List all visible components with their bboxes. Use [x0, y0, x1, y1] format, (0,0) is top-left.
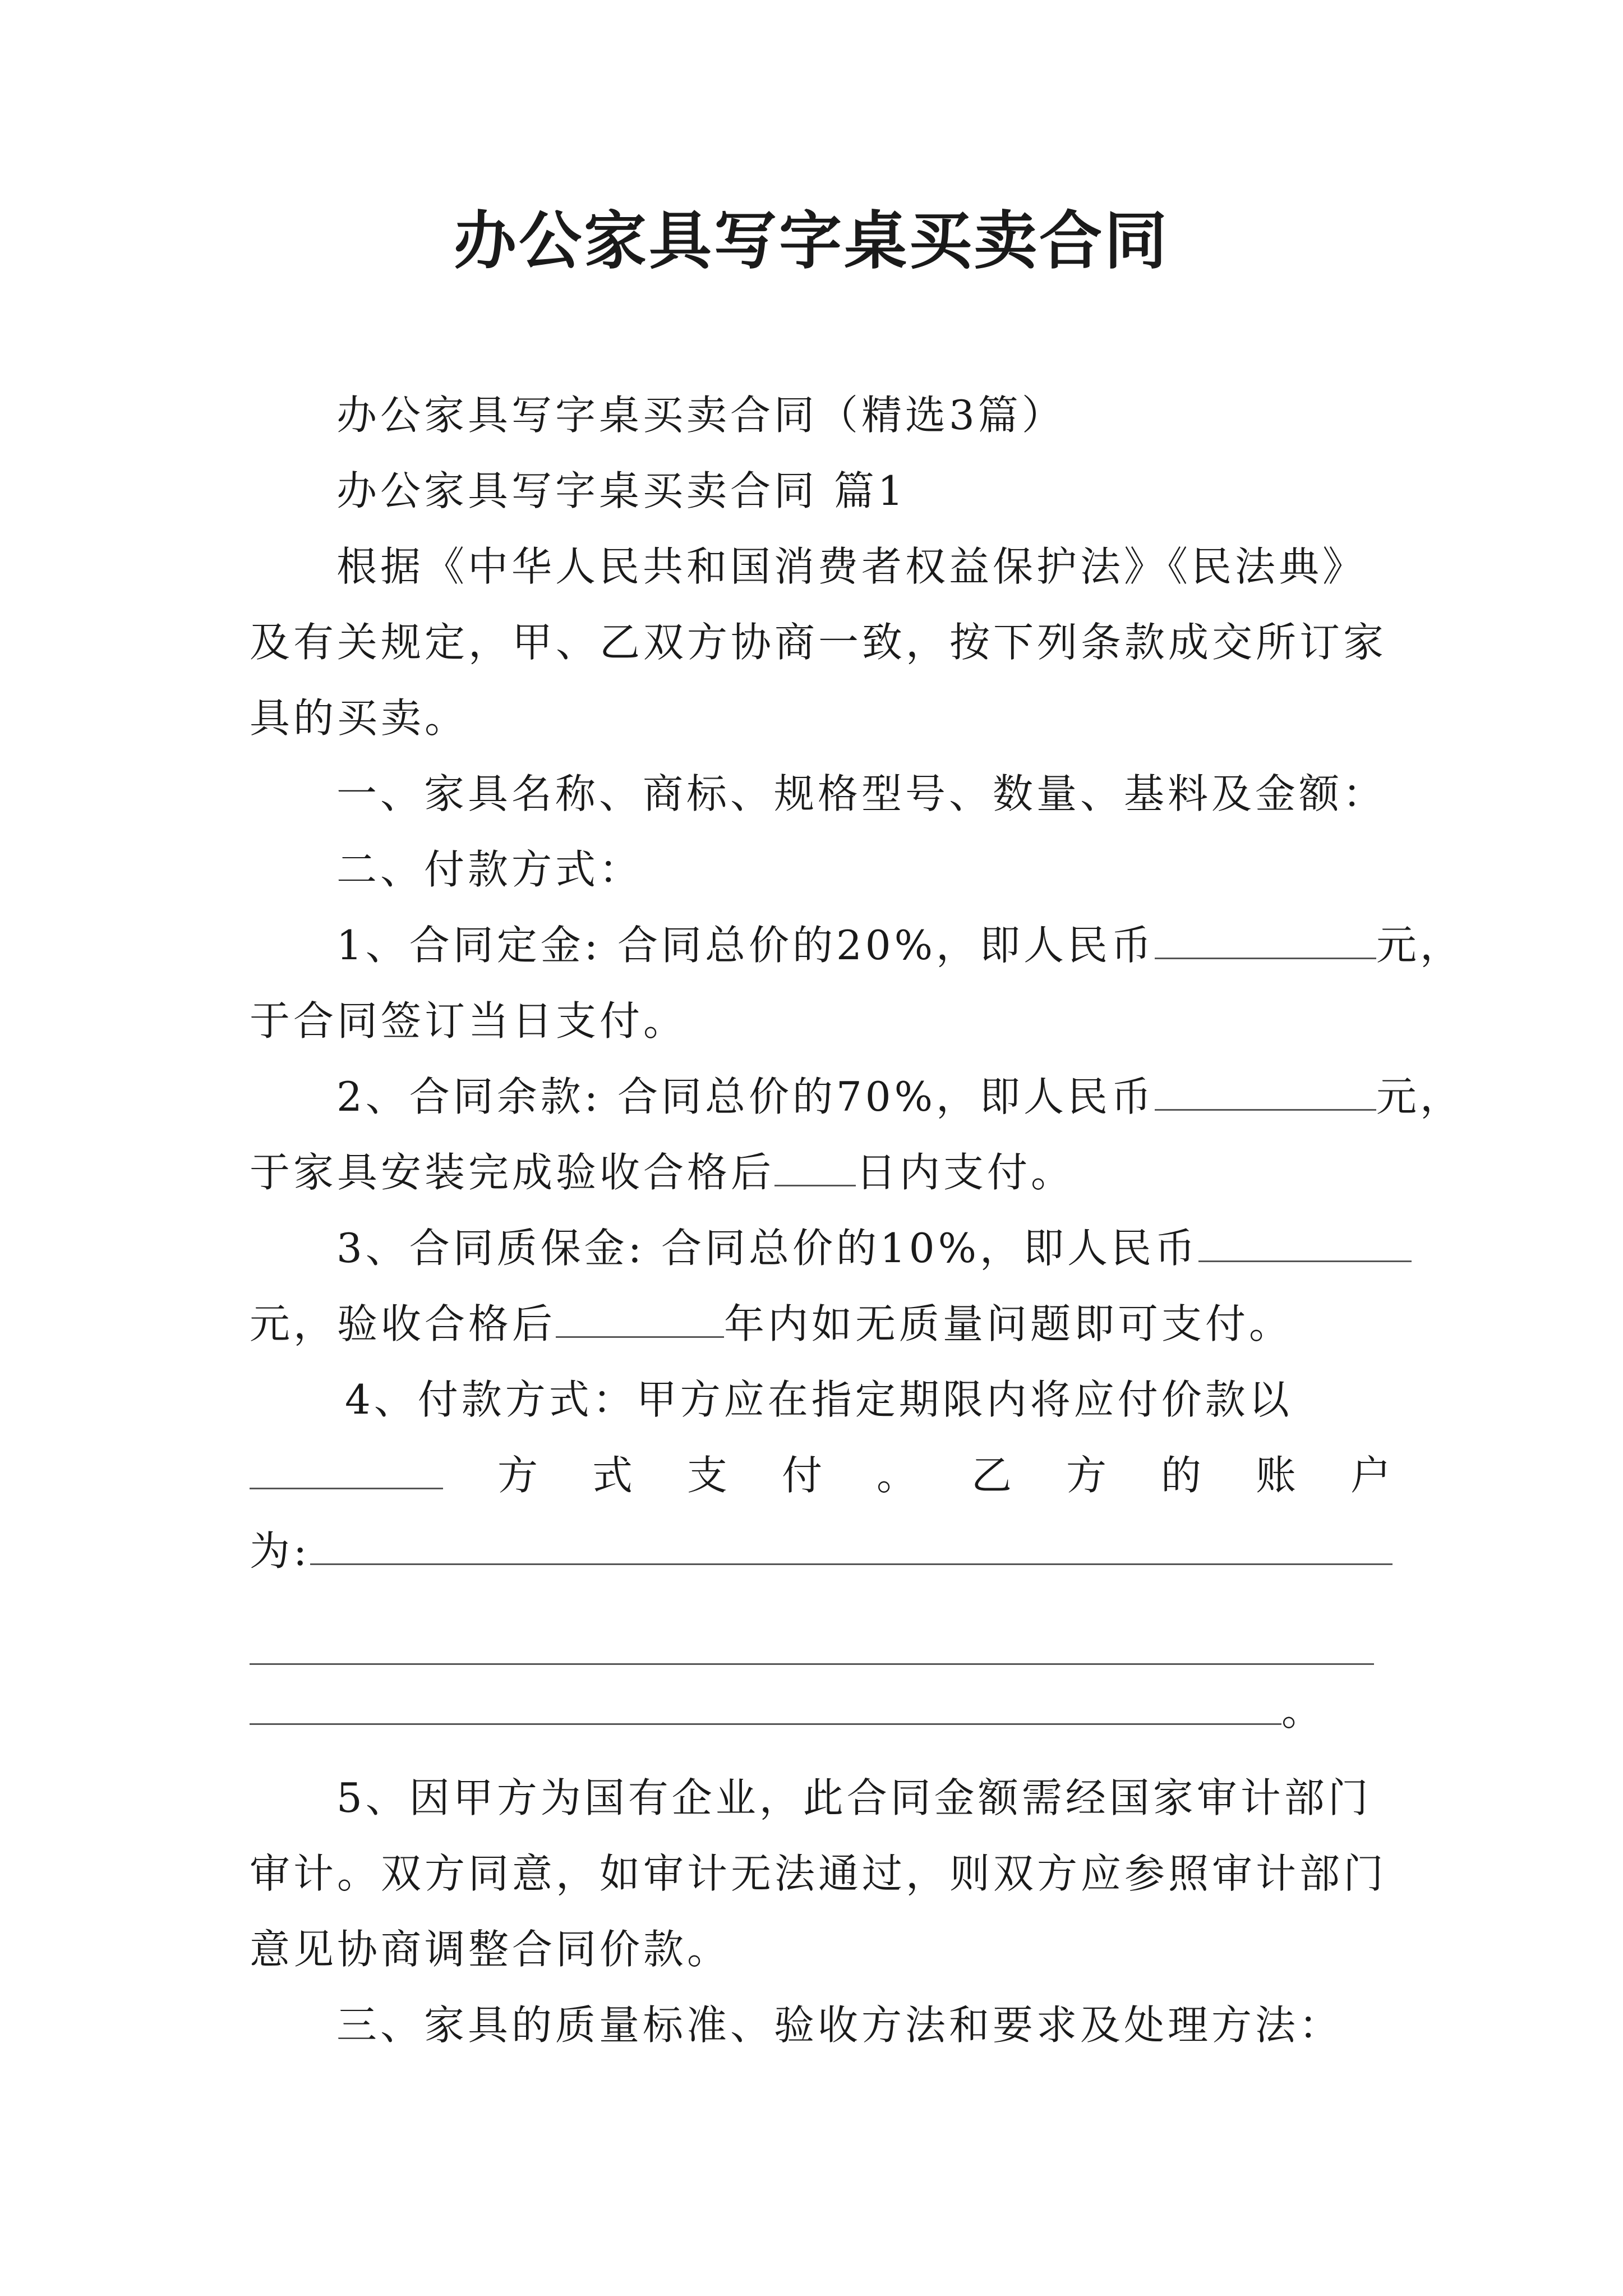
- payment-4-line-1: 4、付款方式：甲方应在指定期限内将应付价款以: [345, 1376, 1293, 1423]
- account-blank-3: [250, 1684, 1281, 1725]
- payment-1-text-a: 1、合同定金: 合同总价的20%，即人民币: [336, 922, 1155, 969]
- payment-2-text-a: 2、合同余款: 合同总价的70%，即人民币: [336, 1073, 1155, 1120]
- payment-4-line-2: [250, 1447, 1391, 1503]
- payment-2-line-1: [336, 1069, 1464, 1125]
- warranty-amount-blank: [1198, 1221, 1412, 1262]
- intro-line-2: 及有关规定，甲、乙双方协商一致，按下列条款成交所订家: [250, 619, 1387, 666]
- clause-3-heading: 三、家具的质量标准、验收方法和要求及处理方法：: [336, 2001, 1343, 2049]
- document-title: 办公家具写字桌买卖合同: [454, 204, 1169, 278]
- payment-2-text-d: 日内支付。: [856, 1149, 1075, 1196]
- payment-4-end-mark: 。: [1281, 1687, 1326, 1734]
- payment-4-char: 户: [1350, 1452, 1391, 1499]
- payment-5-line-3: 意见协商调整合同价款。: [250, 1926, 731, 1973]
- payment-3-line-2: [250, 1296, 1293, 1352]
- payment-3-line-1: [336, 1220, 1412, 1276]
- payment-2-line-2: [250, 1144, 1075, 1200]
- payment-3-text-a: 3、合同质保金: 合同总价的10%，即人民币: [336, 1225, 1198, 1272]
- account-blank-1: [310, 1524, 1393, 1565]
- document-subtitle: 办公家具写字桌买卖合同（精选3篇）: [336, 392, 1066, 439]
- payment-4-char: 方: [1066, 1452, 1106, 1499]
- payment-4-char: 付: [781, 1452, 822, 1499]
- section-heading: 办公家具写字桌买卖合同 篇1: [336, 467, 907, 514]
- intro-line-3: 具的买卖。: [250, 694, 469, 742]
- deposit-amount-blank: [1155, 918, 1376, 959]
- payment-2-text-b: 元，: [1376, 1073, 1464, 1120]
- clause-1-heading: 一、家具名称、商标、规格型号、数量、基料及金额：: [336, 770, 1387, 817]
- balance-amount-blank: [1155, 1070, 1376, 1111]
- payment-4-char: 的: [1160, 1452, 1201, 1499]
- years-blank: [556, 1297, 724, 1338]
- payment-5-line-2: 审计。双方同意，如审计无法通过，则双方应参照审计部门: [250, 1850, 1387, 1897]
- clause-2-heading: 二、付款方式：: [336, 846, 643, 893]
- payment-4-char: 方: [497, 1452, 538, 1499]
- payment-1-line-1: [336, 917, 1464, 973]
- payment-1-line-2: 于合同签订当日支付。: [250, 997, 688, 1045]
- account-blank-2: [250, 1663, 1374, 1665]
- payment-4-char: 。: [876, 1452, 917, 1499]
- payment-4-text-b: 为:: [250, 1527, 311, 1575]
- payment-1-text-b: 元，: [1376, 922, 1464, 969]
- payment-4-line-5: [250, 1683, 1325, 1739]
- payment-4-char: 式: [592, 1452, 633, 1499]
- payment-3-text-b: 元，验收合格后: [250, 1300, 556, 1347]
- payment-4-char: 支: [686, 1452, 727, 1499]
- days-blank: [774, 1145, 856, 1186]
- payment-4-char: 账: [1255, 1452, 1296, 1499]
- payment-3-text-c: 年内如无质量问题即可支付。: [724, 1300, 1293, 1347]
- payment-method-blank: [250, 1448, 443, 1489]
- payment-2-text-c: 于家具安装完成验收合格后: [250, 1149, 775, 1196]
- payment-5-line-1: 5、因甲方为国有企业，此合同金额需经国家审计部门: [336, 1774, 1372, 1821]
- intro-line-1: 根据《中华人民共和国消费者权益保护法》《民法典》: [336, 543, 1367, 590]
- payment-4-char: 乙: [971, 1452, 1012, 1499]
- payment-4-line-3: [250, 1523, 1393, 1579]
